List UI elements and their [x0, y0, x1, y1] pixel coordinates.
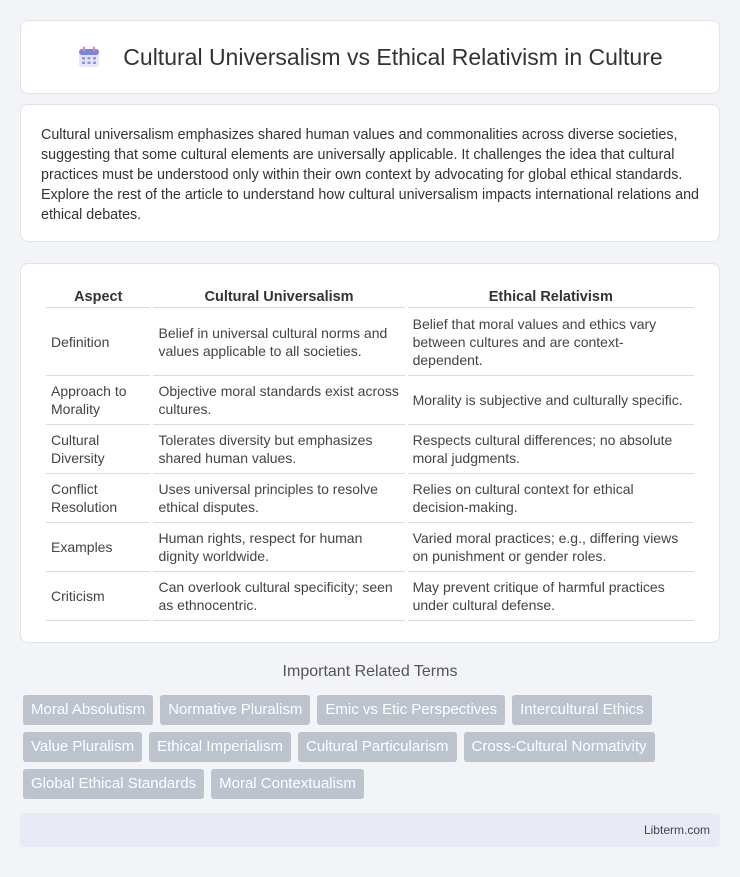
row-relativism: Morality is subjective and culturally specific.	[408, 376, 694, 425]
row-universalism: Tolerates diversity but emphasizes shared human values.	[153, 425, 404, 474]
table-row	[46, 474, 694, 523]
row-relativism: Respects cultural differences; no absolute moral judgments.	[408, 425, 694, 474]
row-universalism: Uses universal principles to resolve ethical disputes.	[153, 474, 404, 523]
tag-global-ethical-standards[interactable]: Global Ethical Standards	[23, 769, 204, 799]
page-title: Cultural Universalism vs Ethical Relativism in Culture	[123, 43, 663, 70]
row-universalism: Can overlook cultural specificity; seen as ethnocentric.	[153, 572, 404, 621]
tag-normative-pluralism[interactable]: Normative Pluralism	[160, 695, 310, 725]
calendar-icon	[77, 45, 101, 69]
tag-value-pluralism[interactable]: Value Pluralism	[23, 732, 142, 762]
row-aspect: Conflict Resolution	[46, 474, 150, 523]
row-universalism: Belief in universal cultural norms and values applicable to all societies.	[153, 308, 404, 376]
comparison-table	[43, 284, 697, 621]
row-relativism: May prevent critique of harmful practices under cultural defense.	[408, 572, 694, 621]
tag-intercultural-ethics[interactable]: Intercultural Ethics	[512, 695, 651, 725]
header-card	[20, 20, 720, 94]
row-relativism: Relies on cultural context for ethical decision-making.	[408, 474, 694, 523]
row-aspect: Approach to Morality	[46, 376, 150, 425]
tag-ethical-imperialism[interactable]: Ethical Imperialism	[149, 732, 291, 762]
table-row	[46, 572, 694, 621]
row-aspect: Cultural Diversity	[46, 425, 150, 474]
tag-moral-absolutism[interactable]: Moral Absolutism	[23, 695, 153, 725]
tag-emic-vs-etic-perspectives[interactable]: Emic vs Etic Perspectives	[317, 695, 505, 725]
table-row	[46, 523, 694, 572]
related-terms-list	[23, 695, 723, 806]
header-ethical-relativism: Ethical Relativism	[408, 284, 694, 308]
tag-cultural-particularism[interactable]: Cultural Particularism	[298, 732, 457, 762]
intro-card	[20, 104, 720, 242]
row-universalism: Human rights, respect for human dignity worldwide.	[153, 523, 404, 572]
intro-paragraph: Cultural universalism emphasizes shared human values and commonalities across diverse societies, suggesting that some cultural elements are universally applicable. It challenges the idea that cultural practices must be understood only within their own context by advocating for global ethical standards. Explore the rest of the article to understand how cultural universalism impacts international relations and ethical debates.	[41, 127, 699, 223]
footer	[20, 813, 720, 847]
table-row	[46, 376, 694, 425]
table-row	[46, 308, 694, 376]
header-cultural-universalism: Cultural Universalism	[153, 284, 404, 308]
row-universalism: Objective moral standards exist across cultures.	[153, 376, 404, 425]
related-terms-title: Important Related Terms	[282, 663, 458, 680]
table-header-row	[46, 284, 694, 308]
comparison-table-card	[20, 263, 720, 643]
footer-brand-link[interactable]: Libterm.com	[643, 823, 710, 837]
row-relativism: Varied moral practices; e.g., differing views on punishment or gender roles.	[408, 523, 694, 572]
tag-moral-contextualism[interactable]: Moral Contextualism	[211, 769, 364, 799]
row-aspect: Examples	[46, 523, 150, 572]
row-relativism: Belief that moral values and ethics vary between cultures and are context-dependent.	[408, 308, 694, 376]
table-row	[46, 425, 694, 474]
tag-cross-cultural-normativity[interactable]: Cross-Cultural Normativity	[464, 732, 655, 762]
row-aspect: Criticism	[46, 572, 150, 621]
row-aspect: Definition	[46, 308, 150, 376]
header-aspect: Aspect	[46, 284, 150, 308]
